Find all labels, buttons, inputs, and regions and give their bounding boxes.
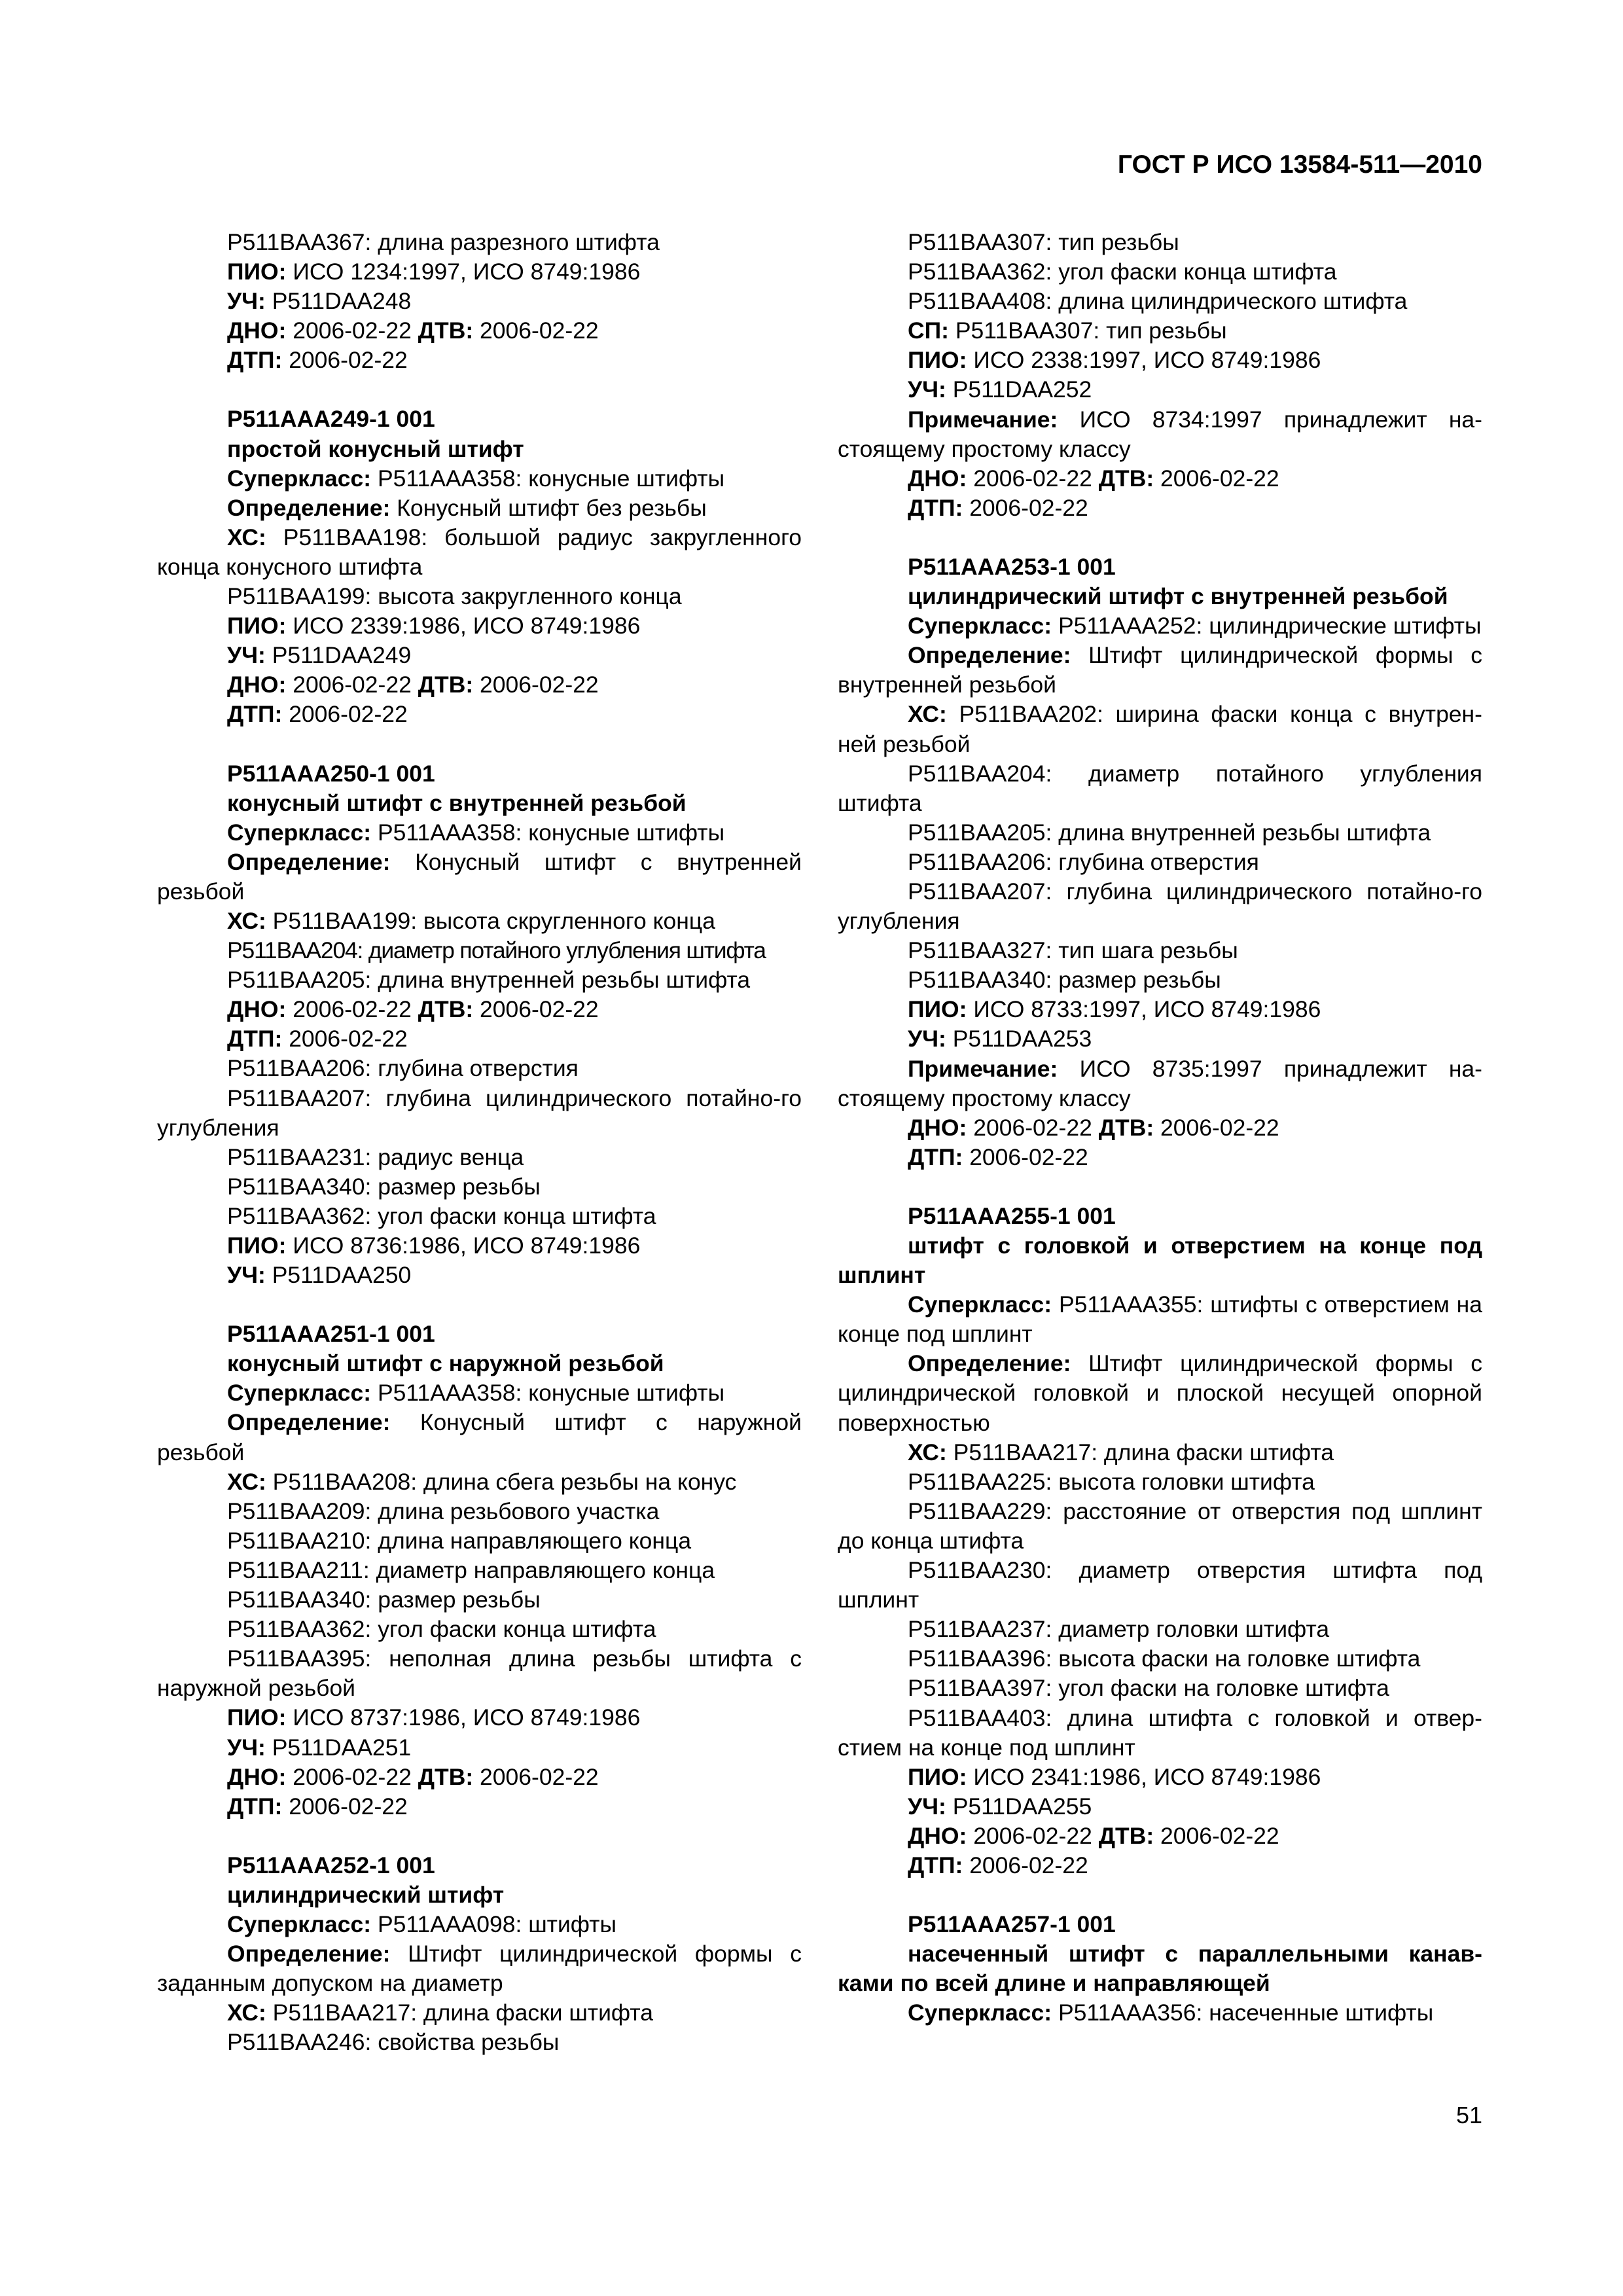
field-label: УЧ: [227,1734,266,1761]
field-label: ДТВ: [418,1763,474,1790]
field-label: ХС: [908,1439,947,1465]
field-label: СП: [908,317,949,344]
entry-heading: штифт с головкой и отверстием на конце под шплинт [838,1232,1482,1289]
entry-field [157,257,802,287]
field-value: 2006-02-22 [480,996,599,1023]
entry-heading: P511AAA253-1 001 [908,553,1116,580]
entry-line: P511BAA362: угол фаски конца штифта [227,1202,656,1229]
field-value: 2006-02-22 [969,1852,1088,1878]
field-value: ИСО 8734:1997 принадлежит на-стоящему простому классу [838,406,1482,462]
field-value: 2006-02-22 [973,1822,1092,1849]
field-value: P511AAA358: конусные штифты [377,465,725,492]
entry-heading: насеченный штифт с параллельными канав-ками по всей длине и направляющей [838,1941,1482,1997]
field-label: ДНО: [227,1763,287,1790]
field-label: ДНО: [908,465,967,492]
entry-field [838,1763,1482,1792]
field-label: ДНО: [908,1822,967,1849]
page-header: ГОСТ Р ИСО 13584-511—2010 [1117,151,1482,179]
field-value: P511AAA356: насеченные штифты [1058,2000,1434,2026]
entry-line: P511BAA231: радиус венца [227,1143,524,1170]
field-label: ДТП: [227,1793,283,1820]
entry-line: P511BAA362: угол фаски конца штифта [908,259,1337,285]
entry-field [838,1290,1482,1349]
field-value: 2006-02-22 [289,347,408,374]
entry-field [838,1054,1482,1113]
entry-dates [838,464,1482,493]
entry-line: P511BAA230: диаметр отверстия штифта под шплинт [838,1557,1482,1613]
field-value: 2006-02-22 [293,1763,412,1790]
field-label: ПИО: [227,1704,287,1731]
field-label: Суперкласс: [227,465,372,492]
field-value: Конусный штифт без резьбы [397,494,707,521]
entry-field [157,700,802,729]
entry-field [838,995,1482,1024]
entry-heading: конусный штифт с внутренней резьбой [227,789,687,816]
field-value: 2006-02-22 [293,672,412,698]
entry-field [157,848,802,906]
entry-dates [157,316,802,346]
field-value: 2006-02-22 [289,1026,408,1052]
entry-field [157,1792,802,1821]
left-column [157,228,802,2057]
entry-field [157,523,802,582]
entry-line: P511BAA362: угол фаски конца штифта [227,1616,656,1643]
field-label: ХС: [227,524,266,550]
field-value: Штифт цилиндрической формы с цилиндрической головкой и плоской несущей опорной поверхностью [838,1350,1482,1436]
field-label: УЧ: [227,288,266,315]
entry-heading: простой конусный штифт [227,435,524,462]
field-value: 2006-02-22 [969,494,1088,521]
entry-field [157,1703,802,1732]
entry-line: P511BAA210: длина направляющего конца [227,1527,692,1554]
field-label: ДТП: [227,701,283,728]
field-value: P511DAA253 [952,1026,1092,1052]
field-label: Примечание: [908,406,1058,433]
field-value: ИСО 8736:1986, ИСО 8749:1986 [293,1232,641,1259]
field-label: ПИО: [908,1763,967,1790]
entry-line: P511BAA340: размер резьбы [227,1587,541,1613]
field-label: УЧ: [908,1793,946,1820]
field-value: P511DAA251 [272,1734,412,1761]
entry-field [838,346,1482,375]
field-label: Определение: [227,1941,391,1967]
entry-field [838,700,1482,759]
entry-line: P511BAA206: глубина отверстия [227,1055,579,1082]
entry-field [838,1438,1482,1467]
field-label: ПИО: [227,613,287,639]
field-label: ДТВ: [418,672,474,698]
field-value: P511AAA355: штифты с отверстием на конце под шплинт [838,1291,1482,1348]
field-label: ДНО: [908,1114,967,1141]
field-value: 2006-02-22 [1160,465,1279,492]
entry-line: P511BAA209: длина резьбового участка [227,1498,660,1524]
entry-line: P511BAA237: диаметр головки штифта [908,1616,1330,1643]
entry-field [838,405,1482,464]
field-value: ИСО 8737:1986, ИСО 8749:1986 [293,1704,641,1731]
entry-heading: конусный штифт с наружной резьбой [227,1350,664,1377]
entry-field [838,316,1482,346]
entry-line: P511BAA199: высота закругленного конца [227,583,682,610]
field-label: Примечание: [908,1055,1058,1082]
field-label: Суперкласс: [227,819,372,846]
field-value: 2006-02-22 [1160,1114,1279,1141]
entry-heading: P511AAA255-1 001 [908,1202,1116,1229]
entry-field [157,1467,802,1497]
entry-line: P511BAA397: угол фаски на головке штифта [908,1675,1389,1702]
field-label: ДТП: [908,1143,963,1170]
entry-dates [157,670,802,700]
field-label: УЧ: [908,1026,946,1052]
field-label: ДТВ: [418,996,474,1023]
entry-field [157,1733,802,1763]
field-label: УЧ: [227,1262,266,1289]
field-value: 2006-02-22 [480,317,599,344]
entry-field [157,1910,802,1939]
entry-field [157,1408,802,1467]
field-label: ДТВ: [1098,1114,1154,1141]
field-label: Определение: [908,1350,1071,1377]
field-value: 2006-02-22 [293,996,412,1023]
entry-field [157,1378,802,1408]
entry-field [157,1231,802,1261]
field-label: ДНО: [227,317,287,344]
entry-line: P511BAA206: глубина отверстия [908,848,1259,875]
field-label: ПИО: [908,996,967,1023]
field-label: УЧ: [227,642,266,669]
field-label: ХС: [227,907,266,934]
entry-field [157,906,802,936]
entry-line: P511BAA340: размер резьбы [227,1173,541,1200]
field-value: P511BAA217: длина фаски штифта [953,1439,1334,1465]
field-value: ИСО 8735:1997 принадлежит на-стоящему простому классу [838,1055,1482,1111]
entry-field [838,611,1482,641]
entry-field [838,1792,1482,1821]
field-value: ИСО 2339:1986, ИСО 8749:1986 [293,613,641,639]
field-value: P511BAA208: длина сбега резьбы на конус [272,1468,737,1495]
entry-line: P511BAA395: неполная длина резьбы штифта с наружной резьбой [157,1645,802,1702]
field-label: Суперкласс: [227,1910,372,1937]
field-label: ХС: [227,1468,266,1495]
entry-field [838,493,1482,523]
field-value: P511BAA202: ширина фаски конца с внутрен-ней резьбой [838,701,1482,757]
entry-line: P511BAA246: свойства резьбы [227,2029,560,2056]
field-value: ИСО 1234:1997, ИСО 8749:1986 [293,259,641,285]
entry-line: P511BAA327: тип шага резьбы [908,937,1238,964]
field-value: P511BAA199: высота скругленного конца [272,907,715,934]
right-column [838,228,1482,2028]
field-label: ХС: [908,701,947,728]
entry-line: P511BAA207: глубина цилиндрического потайно-го углубления [157,1085,802,1141]
field-value: 2006-02-22 [289,1793,408,1820]
field-label: Определение: [227,494,391,521]
field-value: 2006-02-22 [973,465,1092,492]
field-label: ПИО: [227,1232,287,1259]
field-value: 2006-02-22 [969,1143,1088,1170]
entry-field [838,1349,1482,1437]
field-value: Конусный штифт с наружной резьбой [157,1409,802,1465]
field-label: Определение: [227,848,391,875]
entry-line: P511BAA229: расстояние от отверстия под шплинт до конца штифта [838,1498,1482,1554]
field-value: ИСО 2338:1997, ИСО 8749:1986 [973,347,1321,374]
field-value: P511DAA248 [272,288,412,315]
entry-line: P511BAA396: высота фаски на головке штифта [908,1645,1421,1672]
field-value: 2006-02-22 [1160,1822,1279,1849]
entry-line: P511BAA211: диаметр направляющего конца [227,1556,715,1583]
entry-field [157,1024,802,1054]
field-label: Суперкласс: [908,1291,1052,1318]
entry-field [838,1143,1482,1172]
field-label: ДТВ: [418,317,474,344]
field-label: ПИО: [227,259,287,285]
field-value: P511BAA307: тип резьбы [955,317,1227,344]
entry-line: P511BAA367: длина разрезного штифта [227,229,660,255]
field-label: ДТВ: [1098,1822,1154,1849]
field-label: ДТВ: [1098,465,1154,492]
field-value: Штифт цилиндрической формы с внутренней резьбой [838,642,1482,698]
field-value: P511DAA249 [272,642,412,669]
entry-field [157,346,802,375]
entry-heading: цилиндрический штифт с внутренней резьбой [908,583,1448,610]
entry-line: P511BAA204: диаметр потайного углубления штифта [838,760,1482,816]
field-label: Определение: [908,642,1071,669]
field-label: УЧ: [908,376,946,403]
entry-heading: цилиндрический штифт [227,1881,505,1908]
entry-heading: P511AAA250-1 001 [227,760,435,787]
entry-field [157,464,802,493]
field-label: Суперкласс: [908,2000,1052,2026]
field-value: 2006-02-22 [973,1114,1092,1141]
entry-heading: P511AAA251-1 001 [227,1321,435,1348]
field-value: P511DAA252 [952,376,1092,403]
entry-field [157,493,802,523]
entry-line: P511BAA205: длина внутренней резьбы штифта [227,967,751,994]
entry-line: P511BAA340: размер резьбы [908,967,1221,994]
field-value: Штифт цилиндрической формы с заданным допуском на диаметр [157,1941,802,1997]
field-value: P511BAA198: большой радиус закругленного конца конусного штифта [157,524,802,580]
entry-line: P511BAA408: длина цилиндрического штифта [908,288,1408,315]
field-label: ПИО: [908,347,967,374]
entry-dates [157,995,802,1024]
entry-heading: P511AAA252-1 001 [227,1852,435,1878]
field-label: ДТП: [908,494,963,521]
entry-dates [157,1763,802,1792]
entry-field [157,611,802,641]
field-label: Суперкласс: [908,613,1052,639]
entry-field [157,1261,802,1290]
field-value: P511DAA250 [272,1262,412,1289]
field-value: P511AAA252: цилиндрические штифты [1058,613,1482,639]
entry-field [838,375,1482,404]
field-value: 2006-02-22 [480,1763,599,1790]
field-value: P511BAA217: длина фаски штифта [272,2000,653,2026]
entry-dates [838,1821,1482,1851]
entry-field [157,1939,802,1998]
entry-heading: P511AAA249-1 001 [227,406,435,433]
entry-line: P511BAA207: глубина цилиндрического потайно-го углубления [838,878,1482,935]
entry-heading: P511AAA257-1 001 [908,1911,1116,1938]
field-label: ДНО: [227,672,287,698]
entry-line: P511BAA403: длина штифта с головкой и отвер-стием на конце под шплинт [838,1704,1482,1761]
entry-field [838,1998,1482,2028]
field-value: 2006-02-22 [480,672,599,698]
field-label: ДНО: [227,996,287,1023]
field-value: P511AAA358: конусные штифты [377,819,725,846]
field-value: P511AAA098: штифты [377,1910,616,1937]
field-value: P511AAA358: конусные штифты [377,1380,725,1407]
entry-field [838,1851,1482,1880]
entry-field [157,287,802,316]
field-value: Конусный штифт с внутренней резьбой [157,848,802,905]
field-value: 2006-02-22 [289,701,408,728]
field-label: ДТП: [227,347,283,374]
field-value: ИСО 8733:1997, ИСО 8749:1986 [973,996,1321,1023]
page-number: 51 [1455,2102,1482,2128]
entry-field [838,1024,1482,1054]
field-label: ДТП: [227,1026,283,1052]
entry-dates [838,1113,1482,1143]
field-value: 2006-02-22 [293,317,412,344]
field-label: Определение: [227,1409,391,1436]
field-value: ИСО 2341:1986, ИСО 8749:1986 [973,1763,1321,1790]
entry-line: P511BAA204: диаметр потайного углубления штифта [227,937,766,964]
entry-field [157,641,802,670]
entry-line: P511BAA225: высота головки штифта [908,1468,1315,1495]
entry-line: P511BAA205: длина внутренней резьбы штифта [908,819,1431,846]
field-label: Суперкласс: [227,1380,372,1407]
field-label: ХС: [227,2000,266,2026]
field-value: P511DAA255 [952,1793,1092,1820]
field-label: ДТП: [908,1852,963,1878]
entry-field [838,641,1482,700]
entry-line: P511BAA307: тип резьбы [908,229,1179,255]
entry-field [157,1998,802,2028]
entry-field [157,818,802,848]
